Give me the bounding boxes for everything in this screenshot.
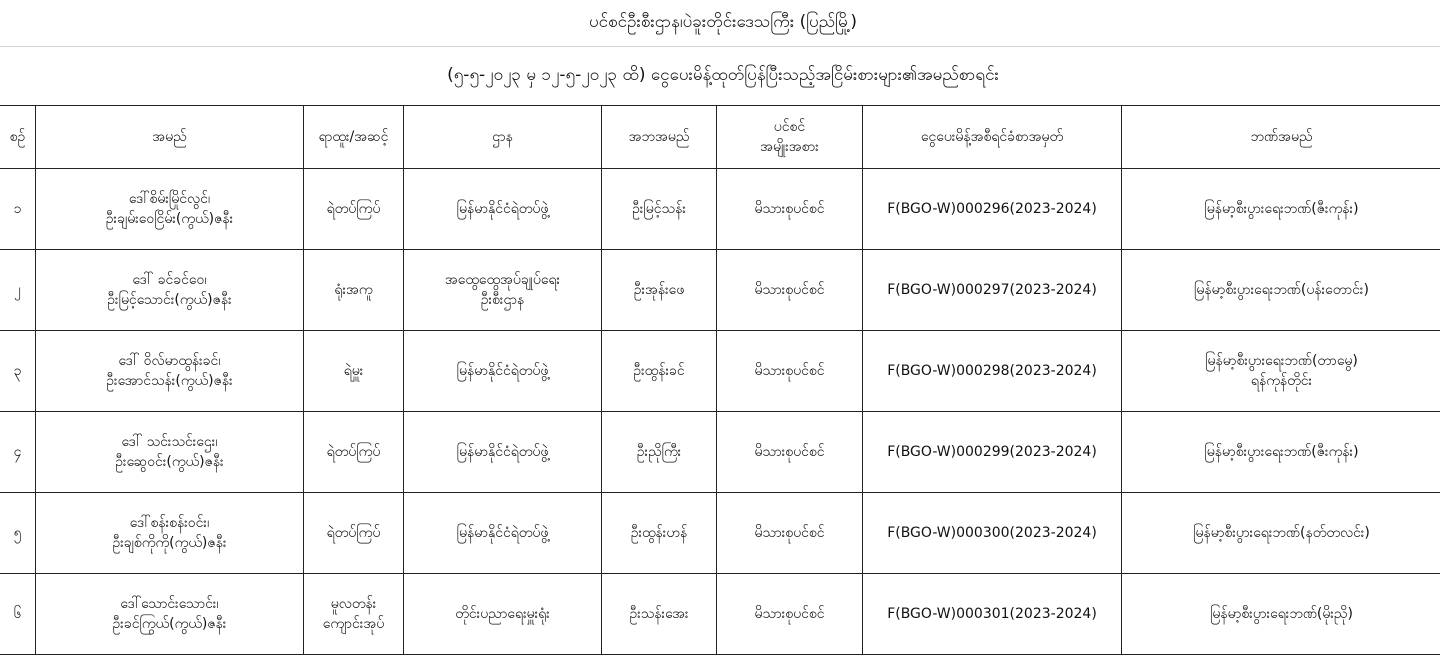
cell-bank: [1122, 574, 1442, 655]
column-header-dept: [404, 106, 602, 169]
table-header-row: [0, 106, 1442, 169]
cell-pension-type: [717, 574, 863, 655]
cell-name: [36, 493, 304, 574]
cell-no: [0, 250, 36, 331]
cell-name-text: ဦးချမ်းဝေငြိမ်း(ကွယ်)ဇနီး: [105, 211, 234, 227]
cell-pension-type-text: မိသားစုပင်စင်: [754, 605, 825, 622]
cell-dept: [404, 250, 602, 331]
cell-name-text: ဦးခင်ကြွယ်(ကွယ်)ဇနီး: [112, 616, 227, 632]
cell-name-text: ဦးဆွေဝင်း(ကွယ်)ဇနီး: [115, 454, 224, 470]
cell-bank: [1122, 493, 1442, 574]
cell-order-no-text: F(BGO-W)000299(2023-2024): [887, 443, 1097, 460]
cell-bank-text: ရန်ကုန်တိုင်း: [1250, 373, 1313, 389]
cell-name-text: ဦးချစ်ကိုကို(ကွယ်)ဇနီး: [112, 535, 227, 551]
cell-rank: [304, 412, 404, 493]
cell-name: [36, 412, 304, 493]
page-edge: [1440, 0, 1446, 668]
column-header-text: စဉ်: [9, 128, 26, 145]
cell-dept-text: မြန်မာနိုင်ငံရဲတပ်ဖွဲ့: [456, 362, 549, 379]
cell-father-text: ဦးထွန်းဟန်: [630, 524, 688, 541]
cell-father-text: ဦးအုန်းဖေ: [633, 281, 685, 298]
cell-name-text: ဦးအောင်သန်း(ကွယ်)ဇနီး: [106, 373, 233, 389]
cell-bank-text: မြန်မာ့စီးပွားရေးဘဏ်(နတ်တလင်း): [1193, 524, 1370, 541]
cell-order-no-text: F(BGO-W)000300(2023-2024): [887, 524, 1097, 541]
cell-dept-text: မြန်မာနိုင်ငံရဲတပ်ဖွဲ့: [456, 200, 549, 217]
cell-rank-text: ရုံးအကူ: [334, 281, 373, 298]
cell-pension-type-text: မိသားစုပင်စင်: [754, 443, 825, 460]
cell-pension-type: [717, 493, 863, 574]
column-header-text: ဘဏ်အမည်: [1250, 128, 1313, 145]
cell-bank-text: မြန်မာ့စီးပွားရေးဘဏ်(မိုးညို): [1210, 605, 1353, 622]
cell-pension-type-text: မိသားစုပင်စင်: [754, 524, 825, 541]
column-header-text: ရာထူး/အဆင့်: [318, 128, 389, 145]
cell-name: [36, 331, 304, 412]
cell-no-text: ၃: [13, 362, 22, 379]
cell-pension-type: [717, 250, 863, 331]
cell-dept: [404, 412, 602, 493]
cell-name-text: ဒေါ် ဝိလ်မာထွန်းခင်၊: [118, 352, 221, 369]
column-header-text: ဌာန: [492, 128, 513, 145]
column-header-text: ပင်စင်: [773, 118, 806, 135]
table-row: [0, 331, 1442, 412]
cell-pension-type-text: မိသားစုပင်စင်: [754, 362, 825, 379]
column-header-bank: [1122, 106, 1442, 169]
cell-dept-text: အထွေထွေအုပ်ချုပ်ရေး: [444, 271, 561, 288]
cell-dept: [404, 331, 602, 412]
table-body: [0, 169, 1442, 655]
cell-rank: [304, 493, 404, 574]
cell-no-text: ၆: [13, 605, 22, 622]
cell-dept-text: ဦးစီးဌာန: [480, 292, 525, 308]
column-header-text: အဘအမည်: [628, 128, 690, 145]
cell-father-text: ဦးထွန်းခင်: [633, 362, 685, 379]
column-header-text: အမည်: [152, 128, 187, 145]
cell-father: [602, 574, 717, 655]
cell-father: [602, 169, 717, 250]
cell-dept-text: တိုင်းပညာရေးမှူးရုံး: [455, 605, 550, 622]
cell-name-text: ဒေါ်စိမ်းမြိုင်လွင်၊: [128, 190, 211, 207]
cell-no-text: ၁: [13, 200, 22, 217]
cell-father: [602, 250, 717, 331]
page-subtitle: (၅-၅-၂၀၂၃ မှ ၁၂-၅-၂၀၂၃ ထိ) ငွေပေးမိန့်ထုတ်ပြန်ပြီးသည့်အငြိမ်းစားများ၏အမည်စာရင်း: [447, 64, 999, 85]
column-header-name: [36, 106, 304, 169]
cell-rank: [304, 169, 404, 250]
cell-rank-text: ရဲတပ်ကြပ်: [326, 524, 381, 541]
cell-pension-type: [717, 331, 863, 412]
cell-no-text: ၅: [13, 524, 22, 541]
cell-no-text: ၄: [13, 443, 22, 460]
cell-bank: [1122, 169, 1442, 250]
cell-no: [0, 331, 36, 412]
cell-pension-type-text: မိသားစုပင်စင်: [754, 200, 825, 217]
cell-rank: [304, 250, 404, 331]
table-row: [0, 250, 1442, 331]
page-title: ပင်စင်ဦးစီးဌာန၊ပဲခူးတိုင်းဒေသကြီး (ပြည်မြို့): [0, 0, 1446, 47]
cell-rank-text: ရဲတပ်ကြပ်: [326, 443, 381, 460]
cell-dept: [404, 493, 602, 574]
cell-bank-text: မြန်မာ့စီးပွားရေးဘဏ်(ဇီးကုန်း): [1204, 443, 1359, 460]
table-row: [0, 412, 1442, 493]
cell-name-text: ဒေါ် ခင်ခင်ဝေ၊: [132, 271, 207, 288]
cell-rank-text: ရဲမှူး: [343, 362, 364, 379]
column-header-father: [602, 106, 717, 169]
cell-bank: [1122, 250, 1442, 331]
column-header-rank: [304, 106, 404, 169]
cell-bank-text: မြန်မာ့စီးပွားရေးဘဏ်(ပန်းတောင်း): [1194, 281, 1369, 298]
cell-name: [36, 169, 304, 250]
cell-order-no: [863, 412, 1122, 493]
cell-father: [602, 331, 717, 412]
cell-father: [602, 493, 717, 574]
column-header-order-no: [863, 106, 1122, 169]
cell-bank-text: မြန်မာ့စီးပွားရေးဘဏ်(တာမွေ): [1205, 352, 1358, 369]
cell-order-no: [863, 493, 1122, 574]
cell-no: [0, 169, 36, 250]
cell-dept-text: မြန်မာနိုင်ငံရဲတပ်ဖွဲ့: [456, 443, 549, 460]
cell-father-text: ဦးသန်းအေး: [629, 605, 689, 622]
cell-dept-text: မြန်မာနိုင်ငံရဲတပ်ဖွဲ့: [456, 524, 549, 541]
cell-no: [0, 574, 36, 655]
column-header-no: [0, 106, 36, 169]
cell-order-no-text: F(BGO-W)000301(2023-2024): [887, 605, 1097, 622]
cell-father-text: ဦးမြင့်သန်း: [632, 200, 686, 217]
cell-pension-type-text: မိသားစုပင်စင်: [754, 281, 825, 298]
cell-pension-type: [717, 412, 863, 493]
cell-pension-type: [717, 169, 863, 250]
cell-order-no: [863, 169, 1122, 250]
cell-order-no-text: F(BGO-W)000297(2023-2024): [887, 281, 1097, 298]
table-row: [0, 169, 1442, 250]
cell-order-no-text: F(BGO-W)000296(2023-2024): [887, 200, 1097, 217]
column-header-text: ငွေပေးမိန့်အစီရင်ခံစာအမှတ်: [920, 128, 1064, 145]
cell-name-text: ဒေါ်စန်းစန်းဝင်း၊: [129, 514, 210, 531]
cell-rank-text: ရဲတပ်ကြပ်: [326, 200, 381, 217]
cell-name: [36, 250, 304, 331]
cell-name-text: ဒေါ် သင်းသင်းဌေး၊: [121, 433, 218, 450]
table-row: [0, 574, 1442, 655]
cell-order-no-text: F(BGO-W)000298(2023-2024): [887, 362, 1097, 379]
cell-bank: [1122, 331, 1442, 412]
cell-father-text: ဦးညိုကြီး: [636, 443, 682, 460]
cell-no: [0, 412, 36, 493]
cell-order-no: [863, 250, 1122, 331]
cell-order-no: [863, 574, 1122, 655]
cell-rank-text: ကျောင်းအုပ်: [322, 616, 385, 632]
cell-bank-text: မြန်မာ့စီးပွားရေးဘဏ်(ဇီးကုန်း): [1204, 200, 1359, 217]
cell-rank-text: မူလတန်း: [330, 595, 377, 612]
cell-rank: [304, 331, 404, 412]
cell-order-no: [863, 331, 1122, 412]
cell-no: [0, 493, 36, 574]
column-header-pension-type: [717, 106, 863, 169]
cell-name-text: ဦးမြင့်သောင်း(ကွယ်)ဇနီး: [107, 292, 232, 308]
cell-no-text: ၂: [14, 281, 21, 298]
cell-rank: [304, 574, 404, 655]
cell-father: [602, 412, 717, 493]
cell-bank: [1122, 412, 1442, 493]
cell-name: [36, 574, 304, 655]
cell-dept: [404, 574, 602, 655]
column-header-text: အမျိုးအစား: [760, 139, 819, 155]
cell-name-text: ဒေါ်သောင်းသောင်း၊: [120, 595, 219, 612]
cell-dept: [404, 169, 602, 250]
table-row: [0, 493, 1442, 574]
pension-table: [0, 105, 1442, 655]
